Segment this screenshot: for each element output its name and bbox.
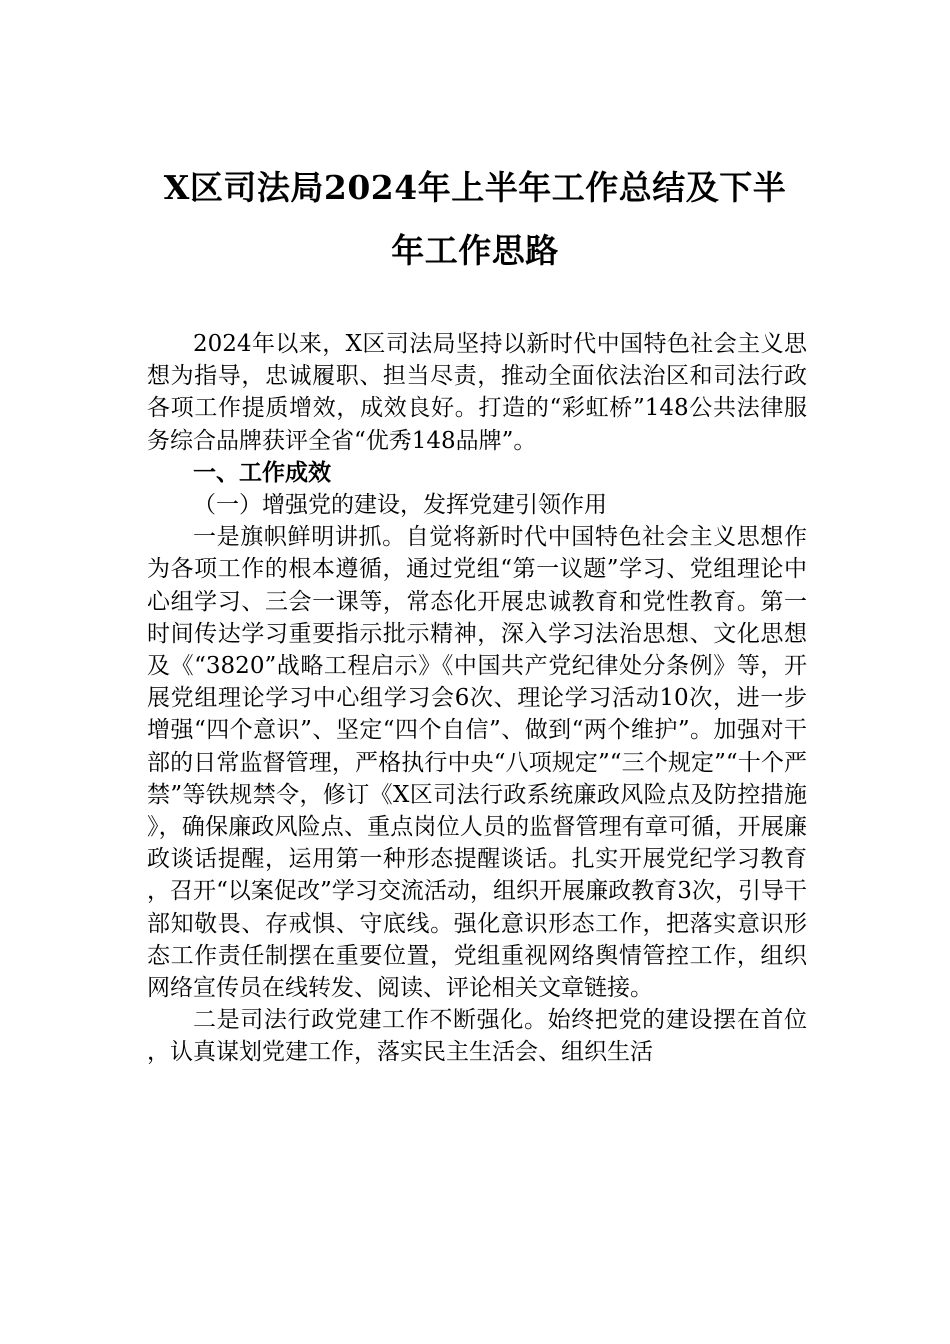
document-title-line-1: X区司法局2024年上半年工作总结及下半 <box>163 168 787 207</box>
body-paragraph-2: 二是司法行政党建工作不断强化。始终把党的建设摆在首位，认真谋划党建工作，落实民主生活会、组织生活 <box>147 1007 807 1066</box>
section-heading: 一、工作成效 <box>193 459 331 486</box>
document-title-line-2: 年工作思路 <box>391 231 559 270</box>
document-body <box>147 328 807 1069</box>
subsection-heading: （一）增强党的建设，发挥党建引领作用 <box>193 492 607 519</box>
body-paragraph-1: 一是旗帜鲜明讲抓。自觉将新时代中国特色社会主义思想作为各项工作的根本遵循，通过党组“第一议题”学习、党组理论中心组学习、三会一课等，常态化开展忠诚教育和党性教育。第一时间传达学习重要指示批示精神，深入学习法治思想、文化思想及《“3820”战略工程启示》《中国共产党纪律处分条例》等，开展党组理论学习中心组学习会6次、理论学习活动10次，进一步增强“四个意识”、坚定“四个自信”、做到“两个维护”。加强对干部的日常监督管理，严格执行中央“八项规定”“三个规定”“十个严禁”等铁规禁令，修订《X区司法行政系统廉政风险点及防控措施》，确保廉政风险点、重点岗位人员的监督管理有章可循，开展廉政谈话提醒，运用第一种形态提醒谈话。扎实开展党纪学习教育，召开“以案促改”学习交流活动，组织开展廉政教育3次，引导干部知敬畏、存戒惧、守底线。强化意识形态工作，把落实意识形态工作责任制摆在重要位置，党组重视网络舆情管控工作，组织网络宣传员在线转发、阅读、评论相关文章链接。 <box>147 524 807 1002</box>
intro-paragraph: 2024年以来，X区司法局坚持以新时代中国特色社会主义思想为指导，忠诚履职、担当尽责，推动全面依法治区和司法行政各项工作提质增效，成效良好。打造的“彩虹桥”148公共法律服务综合品牌获评全省“优秀148品牌”。 <box>147 331 807 454</box>
